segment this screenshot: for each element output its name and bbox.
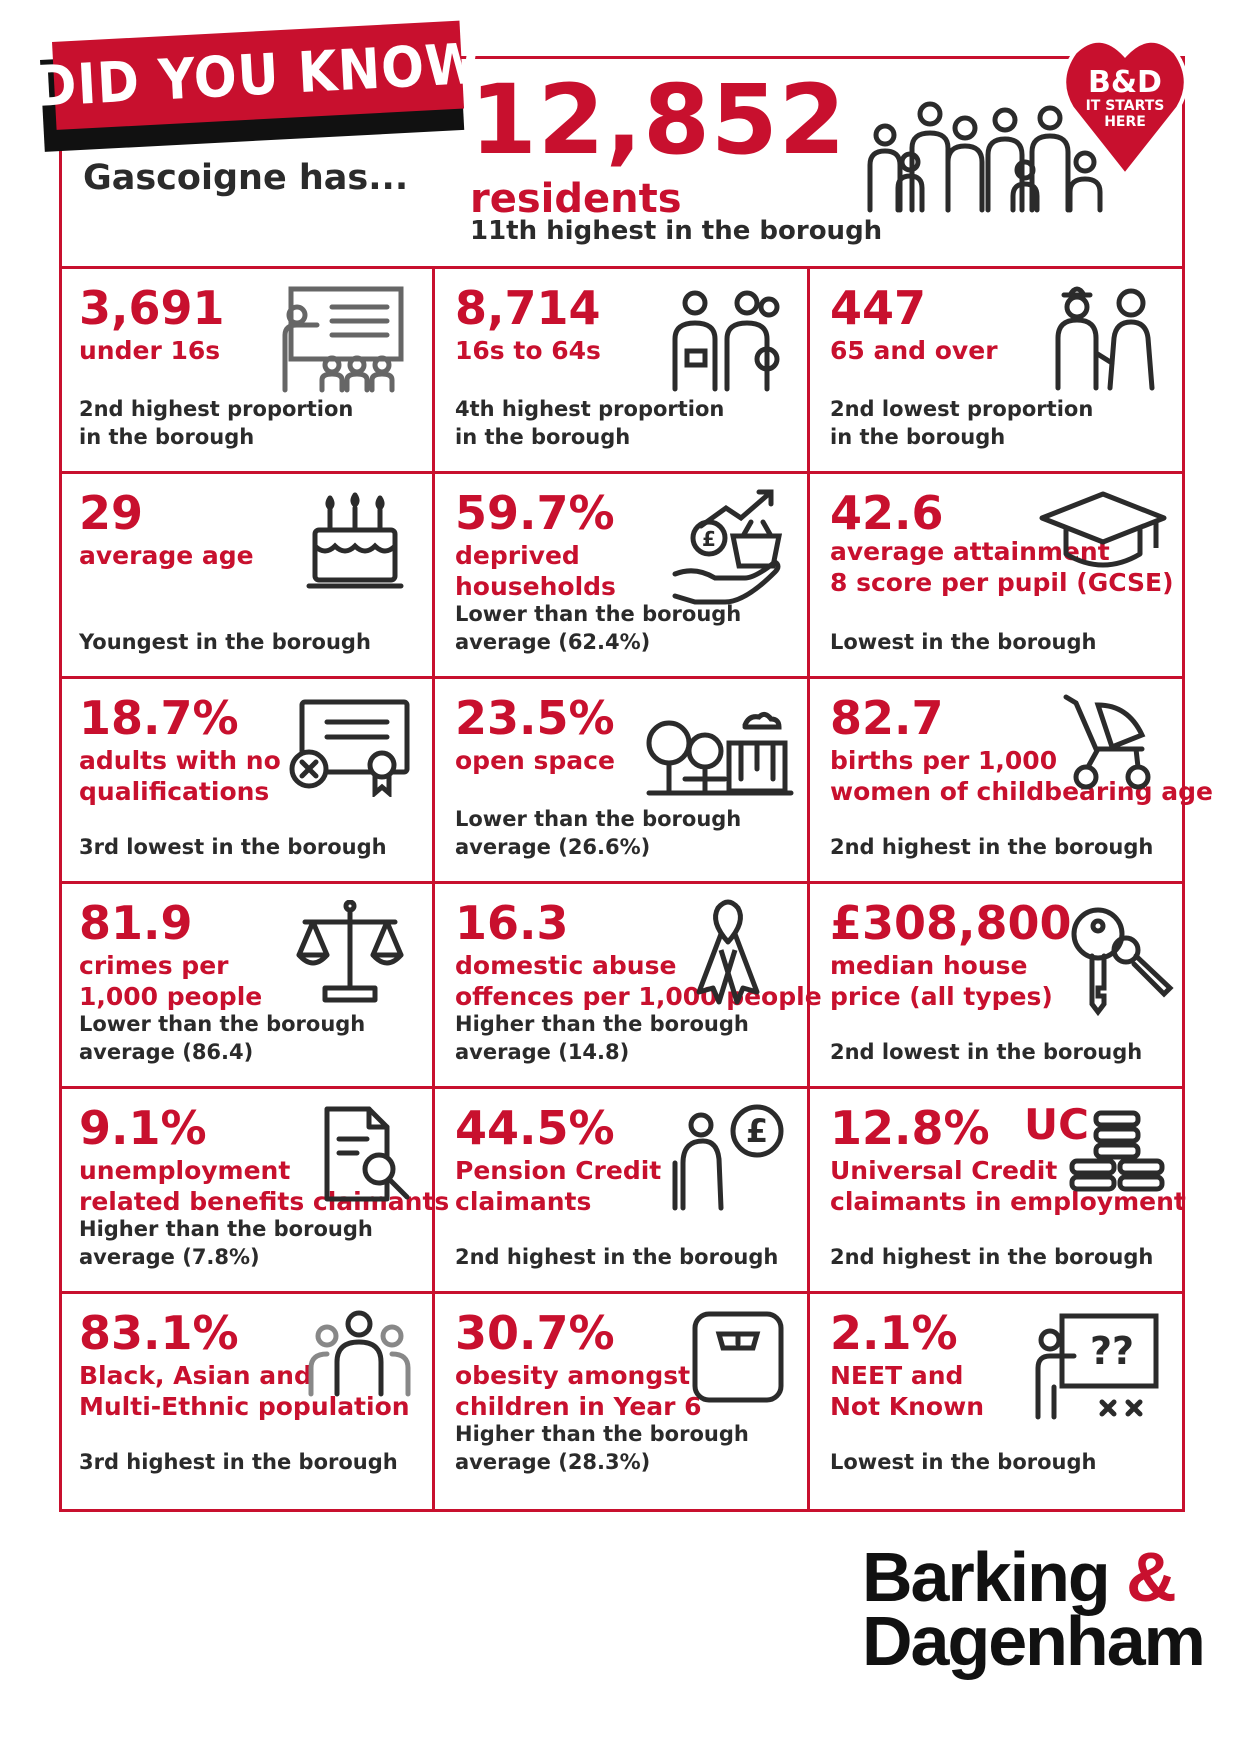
document-search-icon	[323, 1105, 413, 1205]
stat-note: Lower than the borough	[79, 1012, 366, 1036]
keys-icon	[1068, 904, 1178, 1019]
stat-value: 447	[830, 281, 927, 335]
stat-label: households	[455, 572, 616, 601]
stat-note: in the borough	[830, 425, 1006, 449]
stat-note: 2nd highest in the borough	[455, 1245, 779, 1269]
ribbon-icon	[693, 898, 763, 1008]
stat-note: Higher than the borough	[455, 1012, 749, 1036]
stat-cell	[435, 269, 807, 471]
logo-word2: Dagenham	[862, 1602, 1204, 1680]
stat-note: 2nd lowest in the borough	[830, 1040, 1143, 1064]
stat-label: NEET and	[830, 1361, 964, 1390]
neet-icon-text: ??	[1090, 1329, 1135, 1373]
stat-cell	[810, 474, 1182, 676]
stat-label: 8 score per pupil (GCSE)	[830, 568, 1174, 597]
stat-note: average (86.4)	[79, 1040, 254, 1064]
residents-note: 11th highest in the borough	[470, 216, 883, 246]
stat-note: 2nd highest proportion	[79, 397, 354, 421]
bd-heart-badge	[1060, 30, 1190, 180]
stat-cell	[59, 1294, 431, 1496]
weighing-scale-icon	[691, 1310, 786, 1405]
stat-cell	[810, 679, 1213, 881]
residents-label: residents	[470, 176, 682, 222]
svg-text:£: £	[702, 527, 716, 551]
stat-cell	[810, 884, 1182, 1086]
uc-coins-icon	[1022, 1099, 1167, 1199]
stat-note: 2nd highest in the borough	[830, 1245, 1154, 1269]
stat-label: price (all types)	[830, 982, 1053, 1011]
stat-label: Not Known	[830, 1392, 984, 1421]
stat-value: 9.1%	[79, 1101, 207, 1155]
stat-label: median house	[830, 951, 1028, 980]
stat-note: average (7.8%)	[79, 1245, 260, 1269]
stat-note: 3rd highest in the borough	[79, 1450, 398, 1474]
pram-icon	[1058, 691, 1158, 791]
stat-label: women of childbearing age	[830, 777, 1213, 806]
stat-cell	[435, 474, 807, 676]
stat-note: Lowest in the borough	[830, 1450, 1097, 1474]
stat-label: claimants	[455, 1187, 592, 1216]
stat-cell	[435, 884, 822, 1086]
stat-label: under 16s	[79, 336, 221, 365]
stat-value: 42.6	[830, 486, 944, 540]
stat-label: Universal Credit	[830, 1156, 1058, 1185]
stat-label: average attainment	[830, 537, 1110, 566]
stat-value: £308,800	[830, 896, 1072, 950]
stat-value: 16.3	[455, 896, 569, 950]
banner-text: DID YOU KNOW	[32, 31, 484, 120]
badge-line2: IT STARTS	[1085, 98, 1165, 114]
residents-value: 12,852	[470, 64, 847, 176]
stat-label: Pension Credit	[455, 1156, 662, 1185]
stat-value: 83.1%	[79, 1306, 239, 1360]
stat-label: domestic abuse	[455, 951, 677, 980]
stat-label: average age	[79, 541, 254, 570]
adults-icon	[667, 289, 787, 399]
stat-label: births per 1,000	[830, 746, 1058, 775]
pensioner-pound-icon	[671, 1103, 791, 1213]
stat-note: 4th highest proportion	[455, 397, 725, 421]
stat-label: qualifications	[79, 777, 270, 806]
stat-cell	[59, 884, 431, 1086]
certificate-icon	[287, 697, 412, 797]
stat-cell	[435, 1089, 807, 1291]
logo-word1: Barking	[862, 1538, 1109, 1616]
stat-cell	[59, 1089, 450, 1291]
stat-cell	[59, 269, 431, 471]
stat-value: 2.1%	[830, 1306, 958, 1360]
stat-label: crimes per	[79, 951, 229, 980]
stat-note: average (26.6%)	[455, 835, 651, 859]
ward-subtitle: Gascoigne has...	[83, 158, 409, 198]
stat-label: Multi-Ethnic population	[79, 1392, 410, 1421]
stat-label: deprived	[455, 541, 580, 570]
hand-basket-icon	[671, 486, 791, 606]
stat-value: 44.5%	[455, 1101, 615, 1155]
stat-note: Lower than the borough	[455, 602, 742, 626]
stat-note: average (28.3%)	[455, 1450, 651, 1474]
stat-note: average (62.4%)	[455, 630, 651, 654]
stat-value: 82.7	[830, 691, 944, 745]
scales-icon	[295, 900, 405, 1005]
stat-label: offences per 1,000 people	[455, 982, 822, 1011]
stat-value: 30.7%	[455, 1306, 615, 1360]
stat-value: 23.5%	[455, 691, 615, 745]
badge-line1: B&D	[1088, 65, 1162, 100]
stat-label: unemployment	[79, 1156, 291, 1185]
stat-value: 29	[79, 486, 144, 540]
stat-cell	[59, 679, 431, 881]
question-board-icon	[1032, 1312, 1162, 1422]
stat-value: 12.8%	[830, 1101, 990, 1155]
stat-note: average (14.8)	[455, 1040, 630, 1064]
stat-label: 16s to 64s	[455, 336, 601, 365]
graduation-cap-icon	[1038, 488, 1168, 578]
stat-note: Higher than the borough	[455, 1422, 749, 1446]
stat-label: obesity amongst	[455, 1361, 691, 1390]
stat-note: Lower than the borough	[455, 807, 742, 831]
park-icon	[645, 709, 795, 799]
teacher-icon	[277, 285, 407, 395]
stat-label: related benefits claimants	[79, 1187, 450, 1216]
stat-label: claimants in employment	[830, 1187, 1186, 1216]
stat-label: children in Year 6	[455, 1392, 702, 1421]
stat-cell	[810, 269, 1182, 471]
stat-value: 18.7%	[79, 691, 239, 745]
stat-cell	[59, 474, 431, 676]
stat-cell	[435, 679, 807, 881]
stat-value: 8,714	[455, 281, 601, 335]
stat-label: 65 and over	[830, 336, 998, 365]
stat-cell	[435, 1294, 807, 1496]
svg-text:£: £	[745, 1112, 769, 1150]
logo-ampersand: &	[1126, 1538, 1175, 1616]
elderly-couple-icon	[1046, 283, 1166, 393]
stat-label: 1,000 people	[79, 982, 263, 1011]
stat-note: in the borough	[79, 425, 255, 449]
barking-dagenham-logo	[862, 1538, 1204, 1680]
stat-label: open space	[455, 746, 615, 775]
stat-value: 3,691	[79, 281, 225, 335]
stat-cell	[810, 1294, 1182, 1496]
stat-label: adults with no	[79, 746, 281, 775]
badge-line3: HERE	[1104, 114, 1146, 130]
stat-note: in the borough	[455, 425, 631, 449]
birthday-cake-icon	[305, 490, 405, 595]
stat-cell	[810, 1089, 1186, 1291]
people-group-icon	[307, 1310, 412, 1400]
stat-note: 3rd lowest in the borough	[79, 835, 387, 859]
stat-label: Black, Asian and	[79, 1361, 312, 1390]
stat-value: 59.7%	[455, 486, 615, 540]
uc-icon-text: UC	[1024, 1100, 1089, 1149]
stat-note: Youngest in the borough	[79, 630, 371, 654]
stat-note: 2nd highest in the borough	[830, 835, 1154, 859]
stat-note: Higher than the borough	[79, 1217, 373, 1241]
stat-value: 81.9	[79, 896, 193, 950]
stat-note: Lowest in the borough	[830, 630, 1097, 654]
stat-note: 2nd lowest proportion	[830, 397, 1094, 421]
